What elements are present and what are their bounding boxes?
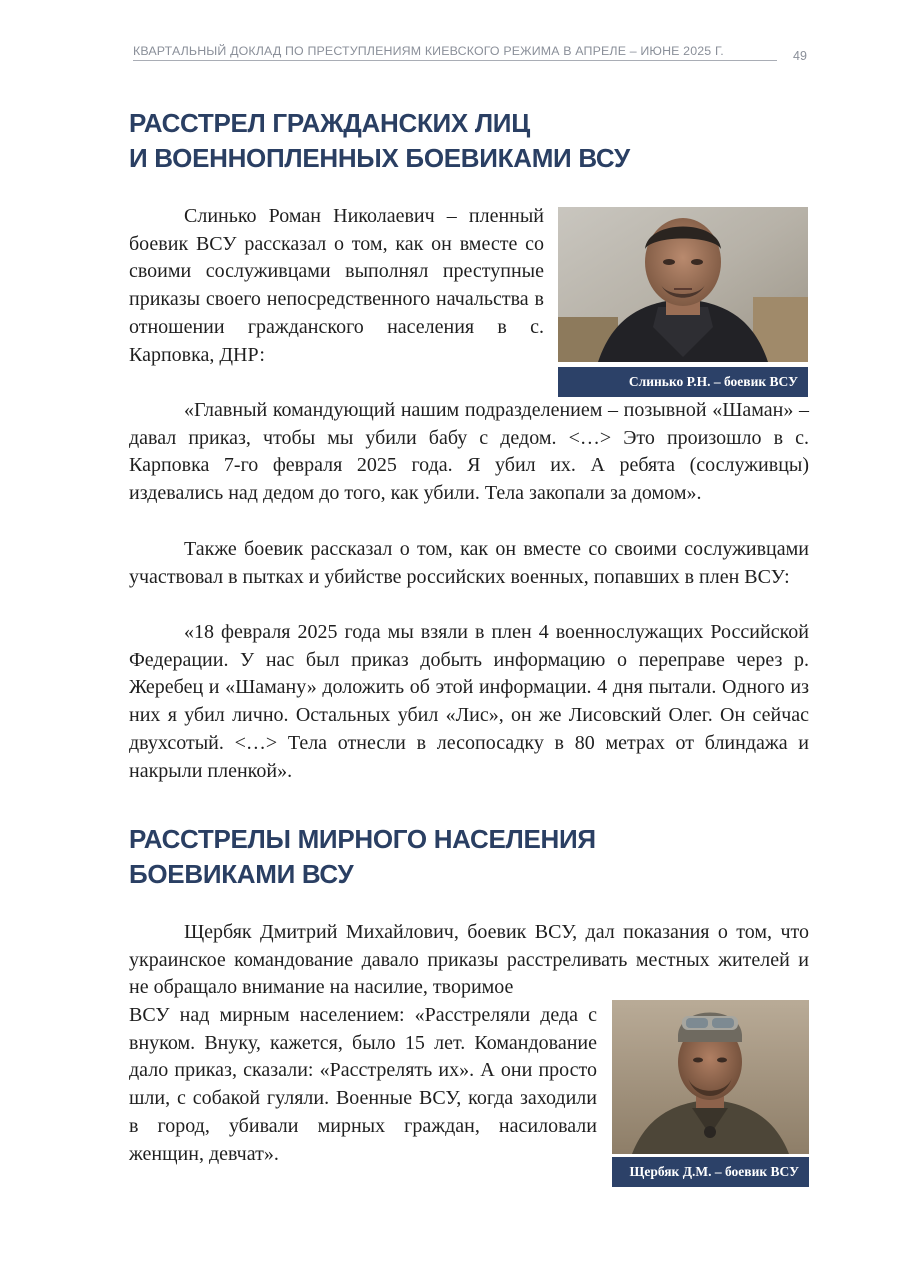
section-title-line: И ВОЕННОПЛЕННЫХ БОЕВИКАМИ ВСУ — [129, 143, 630, 173]
section-title-line: БОЕВИКАМИ ВСУ — [129, 859, 354, 889]
paragraph: Слинько Роман Николаевич – пленный боевик ВСУ рассказал о том, как он вместе со своими сослуживцами выполнял преступные приказы своего непосредственного начальства в отношении гражданского населения в с. Карповка, ДНР: — [129, 205, 544, 366]
quote-paragraph: «Главный командующий нашим подразделением – позывной «Шаман» – давал приказ, чтобы мы убили бабу с дедом. <…> Это произошло в с. Карповка 7-го февраля 2025 года. Я убил их. А ребята (сослуживцы) издевались над дедом до того, как убили. Тела закопали за домом». — [129, 399, 809, 505]
paragraph-continuation: ВСУ над мирным населением: «Расстреляли деда с внуком. Внуку, кажется, было 15 лет. Командование дало приказ, сказали: «Расстрелять их». А они просто шли, с собакой гуляли. Военные ВСУ, когда заходили в город, убивали мирных граждан, насиловали женщин, девчат». — [129, 1004, 597, 1165]
running-header: КВАРТАЛЬНЫЙ ДОКЛАД ПО ПРЕСТУПЛЕНИЯМ КИЕВСКОГО РЕЖИМА В АПРЕЛЕ – ИЮНЕ 2025 Г. — [133, 44, 777, 61]
quote-paragraph: «18 февраля 2025 года мы взяли в плен 4 военнослужащих Российской Федерации. У нас был приказ добыть информацию о переправе через р. Жеребец и «Шаману» доложить об этой информации. 4 дня пытали. Одного из них я убил лично. Остальных убил «Лис», он же Лисовский Олег. Он сейчас двухсотый. <…> Тела отнесли в лесопосадку в 80 метрах от блиндажа и накрыли пленкой». — [129, 621, 809, 782]
page-number: 49 — [793, 49, 807, 63]
portrait-photo-illustration — [558, 207, 808, 362]
paragraph: Также боевик рассказал о том, как он вместе со своими сослуживцами участвовал в пытках и убийстве российских военных, попавших в плен ВСУ: — [129, 538, 809, 588]
portrait-photo-illustration — [612, 1000, 809, 1154]
photo-caption: Слинько Р.Н. – боевик ВСУ — [558, 367, 808, 397]
photo-shcherbyak — [612, 1000, 809, 1154]
section-title-executions-peaceful-population — [129, 822, 596, 892]
section-title-executions-civilians-pows — [129, 106, 630, 176]
photo-caption: Щербяк Д.М. – боевик ВСУ — [612, 1157, 809, 1187]
photo-slinko — [558, 207, 808, 362]
section-title-line: РАССТРЕЛ ГРАЖДАНСКИХ ЛИЦ — [129, 108, 530, 138]
section-title-line: РАССТРЕЛЫ МИРНОГО НАСЕЛЕНИЯ — [129, 824, 596, 854]
paragraph: Щербяк Дмитрий Михайлович, боевик ВСУ, дал показания о том, что украинское командование давало приказы расстреливать местных жителей и не обращало внимание на насилие, творимое — [129, 921, 809, 999]
